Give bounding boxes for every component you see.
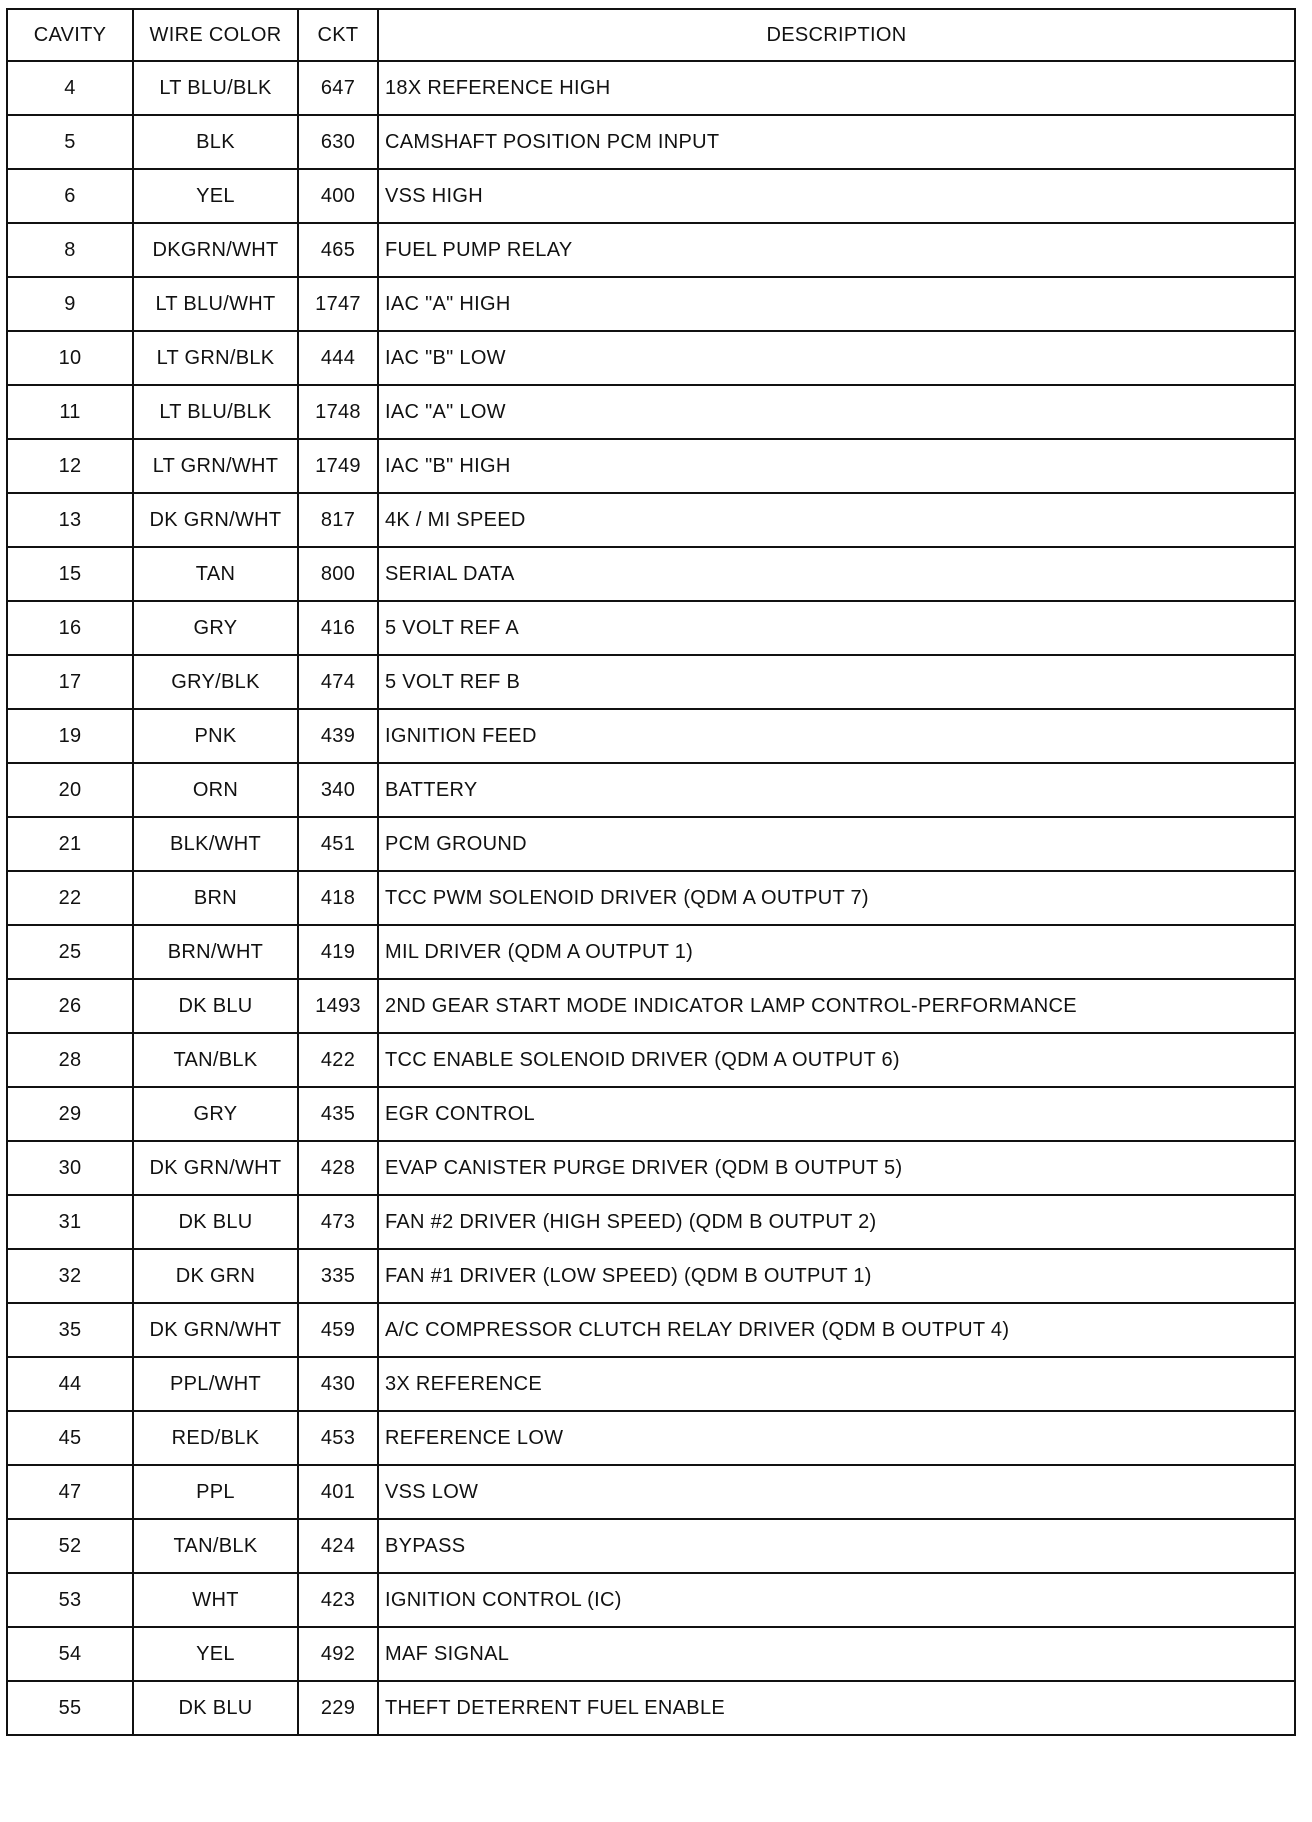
ckt-cell: 340: [298, 763, 378, 817]
description-cell: IGNITION FEED: [378, 709, 1295, 763]
cavity-cell: 29: [7, 1087, 133, 1141]
table-row: [7, 1627, 1295, 1681]
cavity-cell: 13: [7, 493, 133, 547]
table-row: [7, 169, 1295, 223]
description-cell: 3X REFERENCE: [378, 1357, 1295, 1411]
cavity-cell: 20: [7, 763, 133, 817]
table-row: [7, 1303, 1295, 1357]
ckt-cell: 1748: [298, 385, 378, 439]
wire-color-cell: PNK: [133, 709, 298, 763]
ckt-cell: 418: [298, 871, 378, 925]
ckt-cell: 473: [298, 1195, 378, 1249]
wire-color-cell: GRY: [133, 601, 298, 655]
cavity-cell: 16: [7, 601, 133, 655]
description-cell: BATTERY: [378, 763, 1295, 817]
wire-color-cell: LT GRN/WHT: [133, 439, 298, 493]
table-row: [7, 1519, 1295, 1573]
ckt-cell: 335: [298, 1249, 378, 1303]
description-cell: 18X REFERENCE HIGH: [378, 61, 1295, 115]
table-row: [7, 1141, 1295, 1195]
ckt-cell: 401: [298, 1465, 378, 1519]
ckt-cell: 1747: [298, 277, 378, 331]
cavity-cell: 53: [7, 1573, 133, 1627]
wire-color-cell: DK BLU: [133, 1681, 298, 1735]
table-row: [7, 871, 1295, 925]
cavity-cell: 22: [7, 871, 133, 925]
description-cell: 2ND GEAR START MODE INDICATOR LAMP CONTROL-PERFORMANCE: [378, 979, 1295, 1033]
wire-color-cell: BRN/WHT: [133, 925, 298, 979]
description-cell: TCC ENABLE SOLENOID DRIVER (QDM A OUTPUT 6): [378, 1033, 1295, 1087]
description-cell: 4K / MI SPEED: [378, 493, 1295, 547]
ckt-cell: 453: [298, 1411, 378, 1465]
header-cavity: CAVITY: [7, 9, 133, 61]
wire-color-cell: GRY/BLK: [133, 655, 298, 709]
cavity-cell: 45: [7, 1411, 133, 1465]
description-cell: SERIAL DATA: [378, 547, 1295, 601]
cavity-cell: 15: [7, 547, 133, 601]
ckt-cell: 800: [298, 547, 378, 601]
header-description: DESCRIPTION: [378, 9, 1295, 61]
wire-color-cell: TAN/BLK: [133, 1519, 298, 1573]
cavity-cell: 25: [7, 925, 133, 979]
cavity-cell: 35: [7, 1303, 133, 1357]
wire-color-cell: BRN: [133, 871, 298, 925]
wire-color-cell: DK GRN: [133, 1249, 298, 1303]
wire-color-cell: DK GRN/WHT: [133, 1303, 298, 1357]
cavity-cell: 10: [7, 331, 133, 385]
cavity-cell: 6: [7, 169, 133, 223]
table-header-row: [7, 9, 1295, 61]
table-row: [7, 1033, 1295, 1087]
description-cell: BYPASS: [378, 1519, 1295, 1573]
cavity-cell: 12: [7, 439, 133, 493]
ckt-cell: 474: [298, 655, 378, 709]
table-row: [7, 763, 1295, 817]
wire-color-cell: BLK/WHT: [133, 817, 298, 871]
table-row: [7, 1087, 1295, 1141]
cavity-cell: 47: [7, 1465, 133, 1519]
wire-color-cell: BLK: [133, 115, 298, 169]
cavity-cell: 52: [7, 1519, 133, 1573]
ckt-cell: 465: [298, 223, 378, 277]
wire-color-cell: DKGRN/WHT: [133, 223, 298, 277]
description-cell: FAN #2 DRIVER (HIGH SPEED) (QDM B OUTPUT 2): [378, 1195, 1295, 1249]
table-row: [7, 115, 1295, 169]
table-row: [7, 547, 1295, 601]
wire-color-cell: PPL: [133, 1465, 298, 1519]
wire-color-cell: PPL/WHT: [133, 1357, 298, 1411]
description-cell: A/C COMPRESSOR CLUTCH RELAY DRIVER (QDM B OUTPUT 4): [378, 1303, 1295, 1357]
cavity-cell: 4: [7, 61, 133, 115]
ckt-cell: 428: [298, 1141, 378, 1195]
description-cell: FAN #1 DRIVER (LOW SPEED) (QDM B OUTPUT 1): [378, 1249, 1295, 1303]
ckt-cell: 647: [298, 61, 378, 115]
ckt-cell: 419: [298, 925, 378, 979]
wire-color-cell: WHT: [133, 1573, 298, 1627]
wire-color-cell: DK GRN/WHT: [133, 493, 298, 547]
ckt-cell: 435: [298, 1087, 378, 1141]
table-row: [7, 709, 1295, 763]
ckt-cell: 422: [298, 1033, 378, 1087]
table-row: [7, 1195, 1295, 1249]
table-row: [7, 1573, 1295, 1627]
header-wire-color: WIRE COLOR: [133, 9, 298, 61]
cavity-cell: 54: [7, 1627, 133, 1681]
wire-color-cell: GRY: [133, 1087, 298, 1141]
ckt-cell: 1493: [298, 979, 378, 1033]
table-row: [7, 1465, 1295, 1519]
cavity-cell: 17: [7, 655, 133, 709]
description-cell: CAMSHAFT POSITION PCM INPUT: [378, 115, 1295, 169]
table-row: [7, 331, 1295, 385]
ckt-cell: 459: [298, 1303, 378, 1357]
wire-color-cell: ORN: [133, 763, 298, 817]
description-cell: REFERENCE LOW: [378, 1411, 1295, 1465]
ckt-cell: 439: [298, 709, 378, 763]
connector-pinout-table: [6, 8, 1296, 1736]
wire-color-cell: DK BLU: [133, 979, 298, 1033]
description-cell: 5 VOLT REF A: [378, 601, 1295, 655]
ckt-cell: 416: [298, 601, 378, 655]
wire-color-cell: TAN: [133, 547, 298, 601]
table-row: [7, 439, 1295, 493]
table-row: [7, 223, 1295, 277]
table-body: [7, 61, 1295, 1735]
cavity-cell: 9: [7, 277, 133, 331]
ckt-cell: 817: [298, 493, 378, 547]
description-cell: PCM GROUND: [378, 817, 1295, 871]
description-cell: EGR CONTROL: [378, 1087, 1295, 1141]
wire-color-cell: LT BLU/BLK: [133, 385, 298, 439]
cavity-cell: 30: [7, 1141, 133, 1195]
ckt-cell: 1749: [298, 439, 378, 493]
wire-color-cell: YEL: [133, 1627, 298, 1681]
description-cell: IAC "B" LOW: [378, 331, 1295, 385]
description-cell: 5 VOLT REF B: [378, 655, 1295, 709]
description-cell: MIL DRIVER (QDM A OUTPUT 1): [378, 925, 1295, 979]
description-cell: THEFT DETERRENT FUEL ENABLE: [378, 1681, 1295, 1735]
ckt-cell: 444: [298, 331, 378, 385]
ckt-cell: 229: [298, 1681, 378, 1735]
cavity-cell: 44: [7, 1357, 133, 1411]
table-row: [7, 1249, 1295, 1303]
ckt-cell: 423: [298, 1573, 378, 1627]
cavity-cell: 19: [7, 709, 133, 763]
cavity-cell: 26: [7, 979, 133, 1033]
wire-color-cell: DK GRN/WHT: [133, 1141, 298, 1195]
cavity-cell: 5: [7, 115, 133, 169]
wire-color-cell: LT BLU/WHT: [133, 277, 298, 331]
table-row: [7, 385, 1295, 439]
table-row: [7, 1357, 1295, 1411]
ckt-cell: 630: [298, 115, 378, 169]
cavity-cell: 21: [7, 817, 133, 871]
table-row: [7, 61, 1295, 115]
description-cell: IAC "A" HIGH: [378, 277, 1295, 331]
ckt-cell: 492: [298, 1627, 378, 1681]
table-row: [7, 979, 1295, 1033]
description-cell: IAC "B" HIGH: [378, 439, 1295, 493]
header-ckt: CKT: [298, 9, 378, 61]
table-row: [7, 1411, 1295, 1465]
wire-color-cell: DK BLU: [133, 1195, 298, 1249]
description-cell: FUEL PUMP RELAY: [378, 223, 1295, 277]
cavity-cell: 28: [7, 1033, 133, 1087]
table-row: [7, 925, 1295, 979]
table-row: [7, 817, 1295, 871]
wire-color-cell: RED/BLK: [133, 1411, 298, 1465]
table-row: [7, 1681, 1295, 1735]
table-row: [7, 655, 1295, 709]
wire-color-cell: LT BLU/BLK: [133, 61, 298, 115]
wire-color-cell: TAN/BLK: [133, 1033, 298, 1087]
ckt-cell: 400: [298, 169, 378, 223]
description-cell: TCC PWM SOLENOID DRIVER (QDM A OUTPUT 7): [378, 871, 1295, 925]
ckt-cell: 430: [298, 1357, 378, 1411]
description-cell: MAF SIGNAL: [378, 1627, 1295, 1681]
description-cell: EVAP CANISTER PURGE DRIVER (QDM B OUTPUT 5): [378, 1141, 1295, 1195]
cavity-cell: 32: [7, 1249, 133, 1303]
description-cell: IAC "A" LOW: [378, 385, 1295, 439]
table-row: [7, 277, 1295, 331]
wire-color-cell: YEL: [133, 169, 298, 223]
cavity-cell: 31: [7, 1195, 133, 1249]
cavity-cell: 8: [7, 223, 133, 277]
description-cell: VSS LOW: [378, 1465, 1295, 1519]
description-cell: IGNITION CONTROL (IC): [378, 1573, 1295, 1627]
wire-color-cell: LT GRN/BLK: [133, 331, 298, 385]
description-cell: VSS HIGH: [378, 169, 1295, 223]
cavity-cell: 55: [7, 1681, 133, 1735]
table-row: [7, 493, 1295, 547]
cavity-cell: 11: [7, 385, 133, 439]
ckt-cell: 451: [298, 817, 378, 871]
ckt-cell: 424: [298, 1519, 378, 1573]
table-row: [7, 601, 1295, 655]
connector-pinout-sheet: [6, 8, 1294, 1736]
